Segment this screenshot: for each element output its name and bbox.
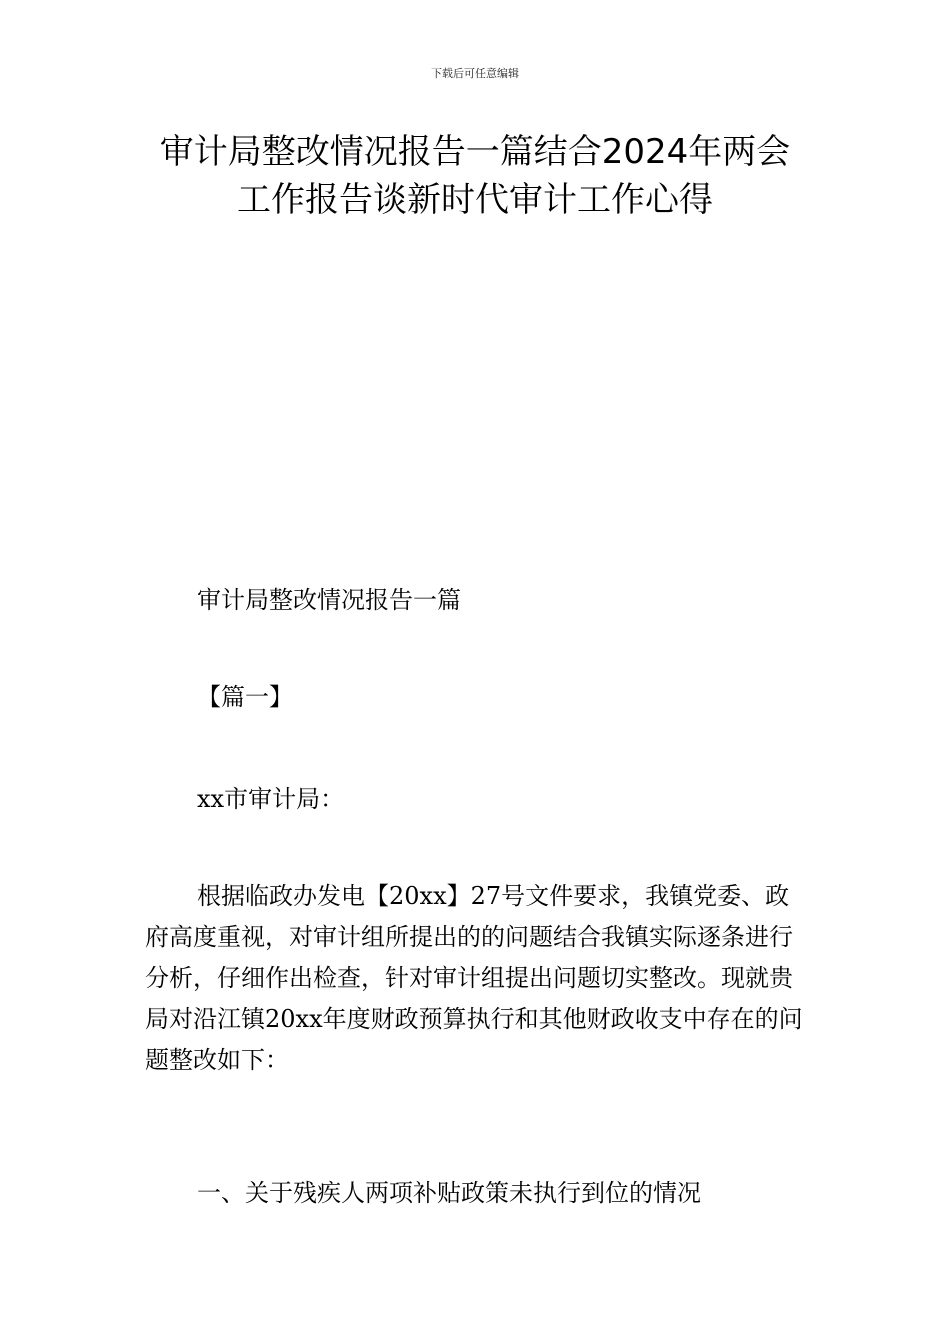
title-line-1: 审计局整改情况报告一篇结合2024年两会 — [159, 132, 791, 172]
body-paragraph: 根据临政办发电【20xx】27号文件要求，我镇党委、政府高度重视，对审计组所提出的的问题结合我镇实际逐条进行分析，仔细作出检查，针对审计组提出问题切实整改。现就贵局对沿江镇20xx年度财政预算执行和其他财政收支中存在的问题整改如下： — [145, 882, 803, 1074]
salutation: xx市审计局： — [197, 785, 345, 813]
list-item-heading: 一、关于残疾人两项补贴政策未执行到位的情况 — [197, 1179, 701, 1207]
title-line-2: 工作报告谈新时代审计工作心得 — [237, 180, 713, 220]
section-heading: 审计局整改情况报告一篇 — [197, 586, 461, 614]
document-title — [120, 128, 830, 224]
header-note: 下载后可任意编辑 — [431, 67, 519, 80]
part-label: 【篇一】 — [197, 683, 293, 711]
